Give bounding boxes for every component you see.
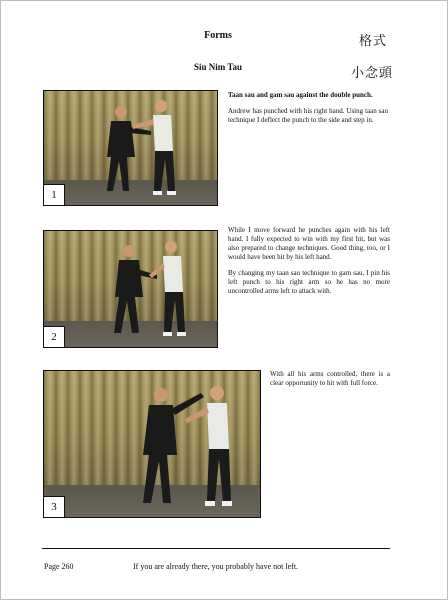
section-2-para-2: By changing my taan sau technique to gam sau, I pin his left punch to his right arm so he has no more uncontrolled arms left to attack with. — [228, 269, 390, 295]
chapter-title-chinese: 格式 — [359, 34, 388, 49]
section-3-text — [270, 370, 390, 395]
photo-number: 2 — [44, 326, 65, 347]
section-2-text — [228, 226, 390, 303]
photo-2 — [43, 230, 218, 348]
photo-number: 3 — [44, 496, 65, 517]
footer-quote: If you are already there, you probably have not left. — [133, 562, 299, 571]
section-subtitle-chinese: 小念頭 — [351, 66, 394, 81]
footer-divider — [42, 548, 390, 549]
figures-illustration — [109, 237, 199, 345]
figures-illustration — [139, 379, 239, 515]
photo-3 — [43, 370, 261, 518]
photo-number: 1 — [44, 184, 65, 205]
section-2-para-1: While I move forward he punches again with his left hand. I fully expected to win with my first hit, but was also prepared to change techniques. Good thing, too, or I would have been hit by his left hand. — [228, 226, 390, 261]
section-subtitle: Siu Nim Tau — [193, 62, 243, 72]
section-3-para-1: With all his arms controlled, there is a clear opportunity to hit with full force. — [270, 370, 390, 387]
chapter-title: Forms — [204, 30, 232, 41]
section-1-heading: Taan sau and gam sau against the double punch. — [228, 91, 373, 99]
photo-1 — [43, 90, 218, 206]
figures-illustration — [99, 95, 189, 203]
page-number: Page 260 — [44, 562, 74, 571]
section-1-text — [228, 91, 388, 132]
section-1-body: Andrew has punched with his right hand. Using taan sau technique I deflect the punch to the side and step in. — [228, 107, 388, 124]
